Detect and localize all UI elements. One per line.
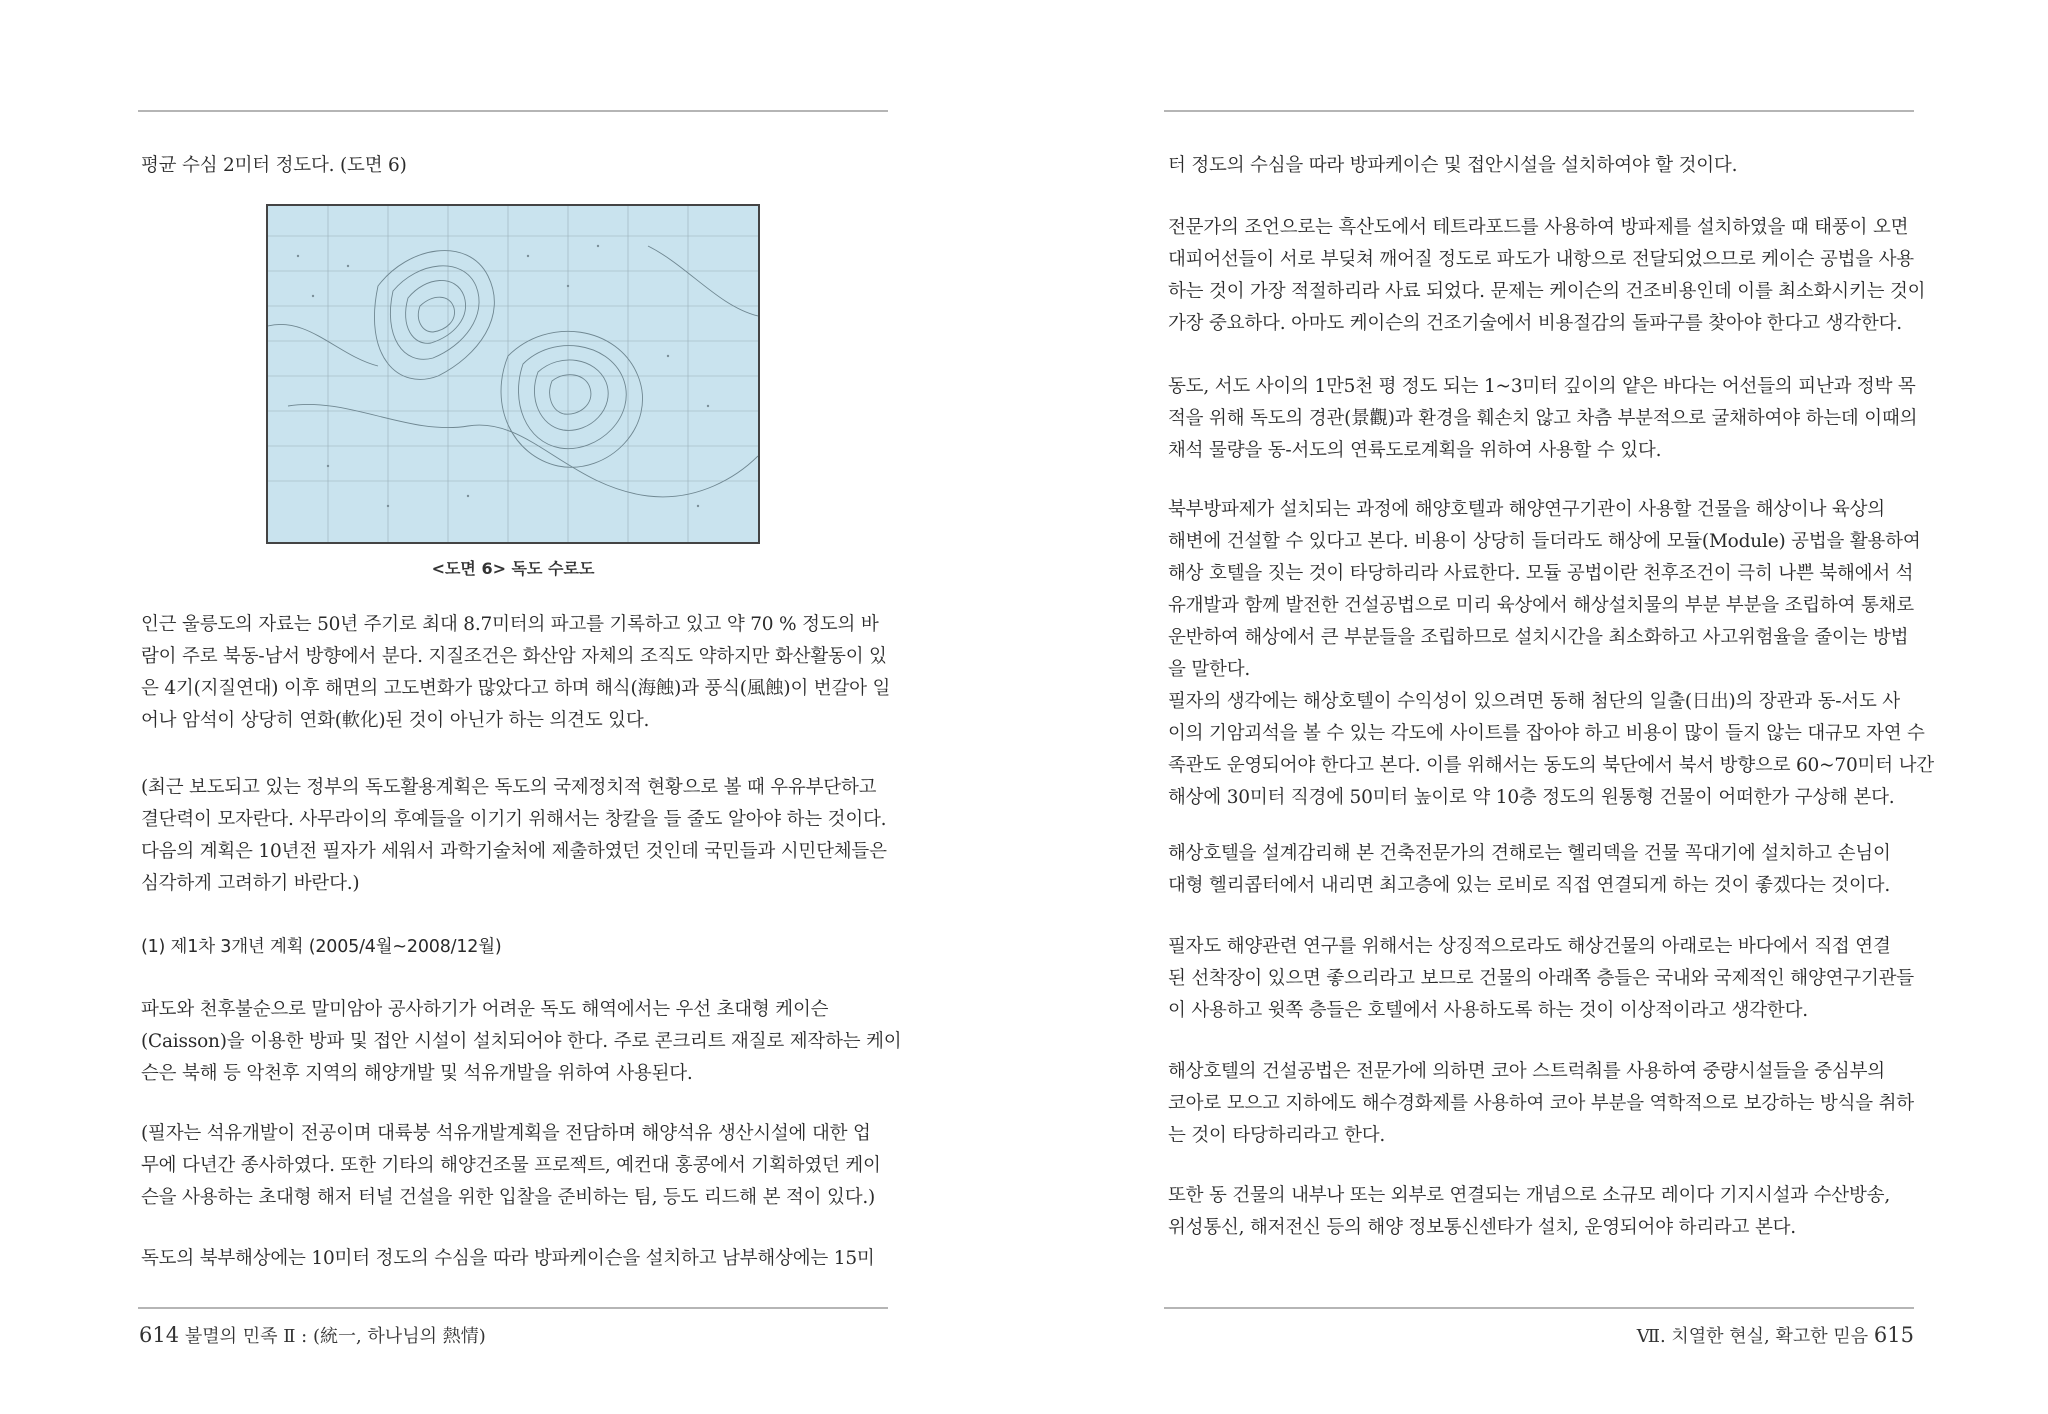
paragraph xyxy=(141,994,901,1090)
text-line: 이의 기암괴석을 볼 수 있는 각도에 사이트를 잡아야 하고 비용이 많이 들지 않는 대규모 자연 수 xyxy=(1168,723,1925,744)
text-line: 무에 다년간 종사하였다. 또한 기타의 해양건조물 프로젝트, 예컨대 홍콩에서 기획하였던 케이 xyxy=(141,1155,881,1176)
section-heading: (1) 제1차 3개년 계획 (2005/4월~2008/12월) xyxy=(141,937,502,957)
text-line: 해상호텔의 건설공법은 전문가에 의하면 코아 스트럭춰를 사용하여 중량시설들을 중심부의 xyxy=(1168,1061,1885,1082)
text-line: 유개발과 함께 발전한 건설공법으로 미리 육상에서 해상설치물의 부분 부분을 조립하여 통채로 xyxy=(1168,595,1914,616)
dokdo-hydrographic-chart-image xyxy=(266,204,760,544)
running-title: 불멸의 민족 Ⅱ : (統一, 하나님의 熱情) xyxy=(184,1326,486,1347)
paragraph xyxy=(1168,371,1917,467)
page-footer xyxy=(1637,1322,1914,1348)
page-footer xyxy=(139,1322,486,1348)
text-line: 슨은 북해 등 악천후 지역의 해양개발 및 석유개발을 위하여 사용된다. xyxy=(141,1063,693,1084)
text-line: 해변에 건설할 수 있다고 본다. 비용이 상당히 들더라도 해상에 모듈(Module) 공법을 활용하여 xyxy=(1168,531,1921,552)
top-divider xyxy=(138,110,888,112)
text-line: 파도와 천후불순으로 말미암아 공사하기가 어려운 독도 해역에서는 우선 초대형 케이슨 xyxy=(141,999,829,1020)
text-line: 해상호텔을 설계감리해 본 건축전문가의 견해로는 헬리덱을 건물 꼭대기에 설치하고 손님이 xyxy=(1168,843,1891,864)
text-line: 하는 것이 가장 적절하리라 사료 되었다. 문제는 케이슨의 건조비용인데 이를 최소화시키는 것이 xyxy=(1168,281,1926,302)
paragraph xyxy=(1168,931,1914,1027)
text-line: 또한 동 건물의 내부나 또는 외부로 연결되는 개념으로 소규모 레이다 기지시설과 수산방송, xyxy=(1168,1185,1890,1206)
text-line: 람이 주로 북동-남서 방향에서 분다. 지질조건은 화산암 자체의 조직도 약하지만 화산활동이 있 xyxy=(141,646,887,667)
intro-line: 평균 수심 2미터 정도다. (도면 6) xyxy=(141,155,407,176)
text-line: 위성통신, 해저전신 등의 해양 정보통신센타가 설치, 운영되어야 하리라고 본다. xyxy=(1168,1217,1796,1238)
text-line: 는 것이 타당하리라고 한다. xyxy=(1168,1125,1386,1146)
paragraph xyxy=(1168,212,1925,340)
text-line: 대형 헬리콥터에서 내리면 최고층에 있는 로비로 직접 연결되게 하는 것이 좋겠다는 것이다. xyxy=(1168,875,1890,896)
paragraph xyxy=(1168,838,1891,902)
text-line: 다음의 계획은 10년전 필자가 세워서 과학기술처에 제출하였던 것인데 국민들과 시민단체들은 xyxy=(141,841,887,862)
paragraph xyxy=(141,609,890,737)
paragraph xyxy=(1168,150,1737,182)
page-number: 615 xyxy=(1873,1323,1914,1347)
paragraph xyxy=(1168,1180,1890,1244)
page-number: 614 xyxy=(139,1323,180,1347)
text-line: (최근 보도되고 있는 정부의 독도활용계획은 독도의 국제정치적 현황으로 볼 때 우유부단하고 xyxy=(141,777,877,798)
running-title: Ⅶ. 치열한 현실, 확고한 믿음 xyxy=(1636,1326,1869,1347)
text-line: 전문가의 조언으로는 흑산도에서 테트라포드를 사용하여 방파제를 설치하였을 때 태풍이 오면 xyxy=(1168,217,1909,238)
top-divider xyxy=(1164,110,1914,112)
text-line: 이 사용하고 윗쪽 층들은 호텔에서 사용하도록 하는 것이 이상적이라고 생각한다. xyxy=(1168,1000,1808,1021)
text-line: 슨을 사용하는 초대형 해저 터널 건설을 위한 입찰을 준비하는 팀, 등도 리드해 본 적이 있다.) xyxy=(141,1187,876,1208)
text-line: 코아로 모으고 지하에도 해수경화제를 사용하여 코아 부분을 역학적으로 보강하는 방식을 취하 xyxy=(1168,1093,1914,1114)
text-line: 독도의 북부해상에는 10미터 정도의 수심을 따라 방파케이슨을 설치하고 남부해상에는 15미 xyxy=(141,1248,875,1269)
right-page xyxy=(1024,0,2048,1414)
bottom-divider xyxy=(138,1307,888,1309)
paragraph xyxy=(141,772,887,900)
paragraph xyxy=(1168,1056,1914,1152)
text-line: 족관도 운영되어야 한다고 본다. 이를 위해서는 동도의 북단에서 북서 방향으로 60~70미터 나간 xyxy=(1168,755,1934,776)
text-line: 터 정도의 수심을 따라 방파케이슨 및 접안시설을 설치하여야 할 것이다. xyxy=(1168,155,1738,176)
text-line: 북부방파제가 설치되는 과정에 해양호텔과 해양연구기관이 사용할 건물을 해상이나 육상의 xyxy=(1168,499,1885,520)
text-line: 은 4기(지질연대) 이후 해면의 고도변화가 많았다고 하며 해식(海蝕)과 풍식(風蝕)이 번갈아 일 xyxy=(141,678,891,699)
text-line: 운반하여 해상에서 큰 부분들을 조립하므로 설치시간을 최소화하고 사고위험율을 줄이는 방법 xyxy=(1168,627,1909,648)
text-line: 필자도 해양관련 연구를 위해서는 상징적으로라도 해상건물의 아래로는 바다에서 직접 연결 xyxy=(1168,936,1891,957)
bottom-divider xyxy=(1164,1307,1914,1309)
text-line: 결단력이 모자란다. 사무라이의 후예들을 이기기 위해서는 창칼을 들 줄도 알아야 하는 것이다. xyxy=(141,809,887,830)
text-line: (Caisson)을 이용한 방파 및 접안 시설이 설치되어야 한다. 주로 콘크리트 재질로 제작하는 케이 xyxy=(141,1031,902,1052)
text-line: 가장 중요하다. 아마도 케이슨의 건조기술에서 비용절감의 돌파구를 찾아야 한다고 생각한다. xyxy=(1168,313,1902,334)
text-line: 어나 암석이 상당히 연화(軟化)된 것이 아닌가 하는 의견도 있다. xyxy=(141,710,650,731)
text-line: 해상 호텔을 짓는 것이 타당하리라 사료한다. 모듈 공법이란 천후조건이 극히 나쁜 북해에서 석 xyxy=(1168,563,1914,584)
paragraph xyxy=(141,1243,875,1275)
paragraph xyxy=(141,1118,881,1214)
text-line: 심각하게 고려하기 바란다.) xyxy=(141,873,360,894)
text-line: 된 선착장이 있으면 좋으리라고 보므로 건물의 아래쪽 층들은 국내와 국제적인 해양연구기관들 xyxy=(1168,968,1914,989)
text-line: 인근 울릉도의 자료는 50년 주기로 최대 8.7미터의 파고를 기록하고 있고 약 70 % 정도의 바 xyxy=(141,614,879,635)
text-line: 동도, 서도 사이의 1만5천 평 정도 되는 1~3미터 깊이의 얕은 바다는 어선들의 피난과 정박 목 xyxy=(1168,376,1916,397)
text-line: 적을 위해 독도의 경관(景觀)과 환경을 훼손치 않고 차츰 부분적으로 굴채하여야 하는데 이때의 xyxy=(1168,408,1918,429)
text-line: 필자의 생각에는 해상호텔이 수익성이 있으려면 동해 첨단의 일출(日出)의 장관과 동-서도 사 xyxy=(1168,691,1900,712)
paragraph xyxy=(1168,494,1934,814)
text-line: (필자는 석유개발이 전공이며 대륙붕 석유개발계획을 전담하며 해양석유 생산시설에 대한 업 xyxy=(141,1123,871,1144)
figure-caption: <도면 6> 독도 수로도 xyxy=(431,559,595,578)
text-line: 해상에 30미터 직경에 50미터 높이로 약 10층 정도의 원통형 건물이 어떠한가 구상해 본다. xyxy=(1168,787,1895,808)
text-line: 을 말한다. xyxy=(1168,659,1251,680)
text-line: 채석 물량을 동-서도의 연륙도로계획을 위하여 사용할 수 있다. xyxy=(1168,440,1662,461)
text-line: 대피어선들이 서로 부딪쳐 깨어질 정도로 파도가 내항으로 전달되었으므로 케이슨 공법을 사용 xyxy=(1168,249,1914,270)
